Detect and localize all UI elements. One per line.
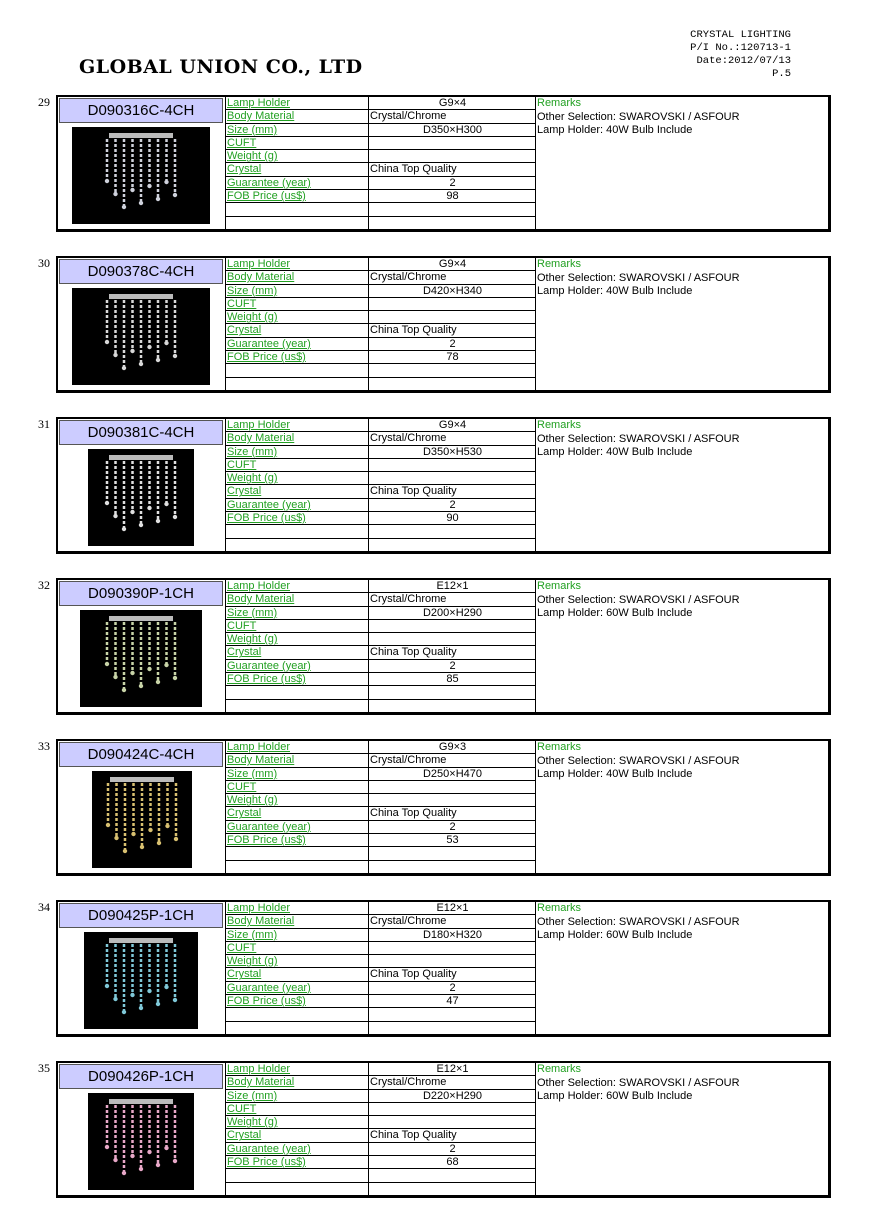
spec-label: Size (mm) — [226, 768, 368, 781]
remark-line: Lamp Holder: 60W Bulb Include — [537, 929, 693, 941]
spec-label: Crystal — [226, 324, 368, 337]
empty-cell — [368, 847, 535, 860]
product-item — [38, 578, 830, 714]
spec-label: CUFT — [226, 459, 368, 472]
spec-label: Body Material — [226, 271, 368, 284]
spec-label: Weight (g) — [226, 1116, 368, 1129]
spec-label: Guarantee (year) — [226, 177, 368, 190]
product-photo — [72, 288, 210, 385]
remark-line: Other Selection: SWAROVSKI / ASFOUR — [537, 915, 740, 928]
product-code: D090426P-1CH — [59, 1064, 223, 1089]
remark-line: Other Selection: SWAROVSKI / ASFOUR — [537, 593, 740, 606]
spec-label: FOB Price (us$) — [226, 351, 368, 364]
spec-value-weight — [368, 955, 535, 968]
item-number: 33 — [38, 739, 50, 753]
spec-label: CUFT — [226, 298, 368, 311]
header-category: CRYSTAL LIGHTING — [690, 29, 791, 41]
empty-cell — [368, 364, 535, 377]
spec-value-crystal: China Top Quality — [368, 1129, 535, 1142]
spec-value-guarantee: 2 — [368, 982, 535, 995]
product-code: D090390P-1CH — [59, 581, 223, 606]
remark-line: Other Selection: SWAROVSKI / ASFOUR — [537, 432, 740, 445]
product-item — [38, 1061, 830, 1197]
empty-cell — [226, 1008, 368, 1021]
spec-labels — [225, 97, 369, 229]
remarks-title: Remarks — [537, 902, 582, 914]
spec-value-guarantee: 2 — [368, 821, 535, 834]
empty-cell — [226, 1183, 368, 1196]
spec-value-guarantee: 2 — [368, 499, 535, 512]
spec-value-weight — [368, 472, 535, 485]
spec-label: Weight (g) — [226, 794, 368, 807]
empty-cell — [226, 700, 368, 713]
remark-line: Other Selection: SWAROVSKI / ASFOUR — [537, 110, 740, 123]
spec-value-holder: G9×4 — [368, 258, 535, 271]
spec-labels — [225, 741, 369, 873]
spec-value-holder: G9×4 — [368, 97, 535, 110]
empty-cell — [226, 861, 368, 874]
remarks-title: Remarks — [537, 1063, 582, 1075]
spec-value-holder: G9×4 — [368, 419, 535, 432]
spec-label: Body Material — [226, 754, 368, 767]
spec-label: Lamp Holder — [226, 580, 368, 593]
item-number: 35 — [38, 1061, 50, 1075]
remarks — [537, 902, 740, 943]
spec-value-crystal: China Top Quality — [368, 485, 535, 498]
remarks — [537, 258, 740, 299]
spec-value-weight — [368, 794, 535, 807]
spec-value-weight — [368, 311, 535, 324]
remark-line: Lamp Holder: 40W Bulb Include — [537, 285, 693, 297]
remarks-title: Remarks — [537, 580, 582, 592]
spec-values — [368, 902, 536, 1034]
remarks-title: Remarks — [537, 419, 582, 431]
item-number: 31 — [38, 417, 50, 431]
spec-value-material: Crystal/Chrome — [368, 754, 535, 767]
empty-cell — [226, 1169, 368, 1182]
spec-value-cuft — [368, 137, 535, 150]
spec-value-material: Crystal/Chrome — [368, 271, 535, 284]
document-header — [690, 29, 791, 81]
empty-cell — [226, 539, 368, 552]
spec-label: Lamp Holder — [226, 741, 368, 754]
spec-values — [368, 580, 536, 712]
spec-value-cuft — [368, 942, 535, 955]
spec-label: Lamp Holder — [226, 258, 368, 271]
product-code: D090316C-4CH — [59, 98, 223, 123]
empty-cell — [226, 364, 368, 377]
spec-value-material: Crystal/Chrome — [368, 110, 535, 123]
empty-cell — [368, 861, 535, 874]
remark-line: Other Selection: SWAROVSKI / ASFOUR — [537, 1076, 740, 1089]
spec-label: FOB Price (us$) — [226, 190, 368, 203]
company-name: GLOBAL UNION CO., LTD — [79, 56, 363, 78]
product-photo — [84, 932, 198, 1029]
spec-label: Size (mm) — [226, 124, 368, 137]
remark-line: Lamp Holder: 40W Bulb Include — [537, 768, 693, 780]
product-code: D090378C-4CH — [59, 259, 223, 284]
empty-cell — [368, 1169, 535, 1182]
spec-label: Weight (g) — [226, 472, 368, 485]
header-pi-number: P/I No.:120713-1 — [690, 42, 791, 54]
spec-value-price: 85 — [368, 673, 535, 686]
spec-label: Body Material — [226, 110, 368, 123]
spec-label: Body Material — [226, 915, 368, 928]
spec-value-crystal: China Top Quality — [368, 807, 535, 820]
product-item — [38, 900, 830, 1036]
spec-label: Crystal — [226, 807, 368, 820]
spec-label: Size (mm) — [226, 285, 368, 298]
item-number: 34 — [38, 900, 50, 914]
remarks-title: Remarks — [537, 258, 582, 270]
spec-label: Guarantee (year) — [226, 821, 368, 834]
spec-labels — [225, 1063, 369, 1195]
empty-cell — [368, 378, 535, 391]
spec-value-material: Crystal/Chrome — [368, 432, 535, 445]
spec-value-price: 90 — [368, 512, 535, 525]
spec-values — [368, 1063, 536, 1195]
spec-label: Size (mm) — [226, 929, 368, 942]
spec-label: Size (mm) — [226, 607, 368, 620]
remarks — [537, 97, 740, 138]
spec-labels — [225, 580, 369, 712]
empty-cell — [226, 378, 368, 391]
empty-cell — [368, 1022, 535, 1035]
spec-value-material: Crystal/Chrome — [368, 1076, 535, 1089]
spec-value-material: Crystal/Chrome — [368, 593, 535, 606]
spec-values — [368, 97, 536, 229]
spec-label: CUFT — [226, 781, 368, 794]
spec-value-holder: E12×1 — [368, 1063, 535, 1076]
empty-cell — [226, 217, 368, 230]
spec-labels — [225, 419, 369, 551]
spec-label: Crystal — [226, 485, 368, 498]
spec-value-cuft — [368, 620, 535, 633]
spec-label: Crystal — [226, 646, 368, 659]
spec-values — [368, 258, 536, 390]
spec-label: FOB Price (us$) — [226, 512, 368, 525]
product-table — [56, 900, 831, 1037]
spec-value-size: D220×H290 — [368, 1090, 535, 1103]
spec-value-material: Crystal/Chrome — [368, 915, 535, 928]
spec-label: Weight (g) — [226, 311, 368, 324]
empty-cell — [368, 686, 535, 699]
product-photo — [88, 449, 194, 546]
header-page: P.5 — [772, 68, 791, 80]
header-date: Date:2012/07/13 — [696, 55, 791, 67]
remark-line: Other Selection: SWAROVSKI / ASFOUR — [537, 754, 740, 767]
product-photo — [92, 771, 192, 868]
remarks — [537, 1063, 740, 1104]
spec-value-guarantee: 2 — [368, 1143, 535, 1156]
spec-label: Lamp Holder — [226, 419, 368, 432]
spec-label: Lamp Holder — [226, 97, 368, 110]
remarks — [537, 741, 740, 782]
empty-cell — [368, 539, 535, 552]
spec-labels — [225, 258, 369, 390]
product-photo — [80, 610, 202, 707]
spec-label: Crystal — [226, 163, 368, 176]
remark-line: Other Selection: SWAROVSKI / ASFOUR — [537, 271, 740, 284]
spec-value-cuft — [368, 1103, 535, 1116]
spec-label: Body Material — [226, 432, 368, 445]
spec-value-price: 78 — [368, 351, 535, 364]
spec-value-weight — [368, 150, 535, 163]
product-item — [38, 256, 830, 392]
spec-label: FOB Price (us$) — [226, 673, 368, 686]
spec-value-weight — [368, 633, 535, 646]
spec-label: CUFT — [226, 1103, 368, 1116]
remark-line: Lamp Holder: 40W Bulb Include — [537, 124, 693, 136]
item-number: 32 — [38, 578, 50, 592]
spec-value-size: D350×H300 — [368, 124, 535, 137]
spec-value-holder: E12×1 — [368, 902, 535, 915]
spec-label: Weight (g) — [226, 150, 368, 163]
spec-label: FOB Price (us$) — [226, 995, 368, 1008]
spec-labels — [225, 902, 369, 1034]
spec-label: Guarantee (year) — [226, 1143, 368, 1156]
spec-label: FOB Price (us$) — [226, 1156, 368, 1169]
spec-value-guarantee: 2 — [368, 338, 535, 351]
product-code: D090381C-4CH — [59, 420, 223, 445]
remark-line: Lamp Holder: 60W Bulb Include — [537, 607, 693, 619]
product-item — [38, 739, 830, 875]
empty-cell — [226, 847, 368, 860]
empty-cell — [226, 525, 368, 538]
product-table — [56, 739, 831, 876]
remark-line: Lamp Holder: 60W Bulb Include — [537, 1090, 693, 1102]
spec-label: Size (mm) — [226, 1090, 368, 1103]
product-table — [56, 95, 831, 232]
product-table — [56, 417, 831, 554]
spec-label: Crystal — [226, 1129, 368, 1142]
spec-value-size: D250×H470 — [368, 768, 535, 781]
product-table — [56, 578, 831, 715]
spec-value-size: D180×H320 — [368, 929, 535, 942]
product-item — [38, 417, 830, 553]
spec-value-price: 47 — [368, 995, 535, 1008]
spec-label: Guarantee (year) — [226, 982, 368, 995]
spec-label: Lamp Holder — [226, 902, 368, 915]
spec-label: Guarantee (year) — [226, 338, 368, 351]
product-item — [38, 95, 830, 231]
remarks-title: Remarks — [537, 97, 582, 109]
spec-values — [368, 419, 536, 551]
product-code: D090424C-4CH — [59, 742, 223, 767]
item-number: 30 — [38, 256, 50, 270]
product-photo — [72, 127, 210, 224]
spec-value-size: D420×H340 — [368, 285, 535, 298]
product-code: D090425P-1CH — [59, 903, 223, 928]
remark-line: Lamp Holder: 40W Bulb Include — [537, 446, 693, 458]
spec-label: FOB Price (us$) — [226, 834, 368, 847]
spec-label: Lamp Holder — [226, 1063, 368, 1076]
spec-label: Guarantee (year) — [226, 499, 368, 512]
spec-value-weight — [368, 1116, 535, 1129]
spec-label: CUFT — [226, 942, 368, 955]
spec-value-cuft — [368, 459, 535, 472]
spec-label: Weight (g) — [226, 633, 368, 646]
empty-cell — [226, 686, 368, 699]
empty-cell — [226, 1022, 368, 1035]
empty-cell — [368, 525, 535, 538]
empty-cell — [368, 1183, 535, 1196]
empty-cell — [368, 217, 535, 230]
spec-value-crystal: China Top Quality — [368, 646, 535, 659]
spec-value-holder: G9×3 — [368, 741, 535, 754]
item-number: 29 — [38, 95, 50, 109]
remarks-title: Remarks — [537, 741, 582, 753]
spec-value-cuft — [368, 298, 535, 311]
spec-value-crystal: China Top Quality — [368, 163, 535, 176]
spec-label: Guarantee (year) — [226, 660, 368, 673]
spec-value-guarantee: 2 — [368, 177, 535, 190]
remarks — [537, 419, 740, 460]
spec-label: Crystal — [226, 968, 368, 981]
product-table — [56, 256, 831, 393]
spec-value-guarantee: 2 — [368, 660, 535, 673]
spec-values — [368, 741, 536, 873]
empty-cell — [226, 203, 368, 216]
spec-value-price: 53 — [368, 834, 535, 847]
empty-cell — [368, 203, 535, 216]
spec-label: Body Material — [226, 1076, 368, 1089]
spec-value-price: 68 — [368, 1156, 535, 1169]
spec-value-crystal: China Top Quality — [368, 968, 535, 981]
spec-label: CUFT — [226, 137, 368, 150]
remarks — [537, 580, 740, 621]
spec-value-holder: E12×1 — [368, 580, 535, 593]
spec-value-crystal: China Top Quality — [368, 324, 535, 337]
product-table — [56, 1061, 831, 1198]
spec-value-price: 98 — [368, 190, 535, 203]
spec-label: Body Material — [226, 593, 368, 606]
spec-label: Size (mm) — [226, 446, 368, 459]
spec-value-cuft — [368, 781, 535, 794]
spec-label: CUFT — [226, 620, 368, 633]
spec-value-size: D200×H290 — [368, 607, 535, 620]
empty-cell — [368, 700, 535, 713]
spec-value-size: D350×H530 — [368, 446, 535, 459]
empty-cell — [368, 1008, 535, 1021]
spec-label: Weight (g) — [226, 955, 368, 968]
product-photo — [88, 1093, 194, 1190]
